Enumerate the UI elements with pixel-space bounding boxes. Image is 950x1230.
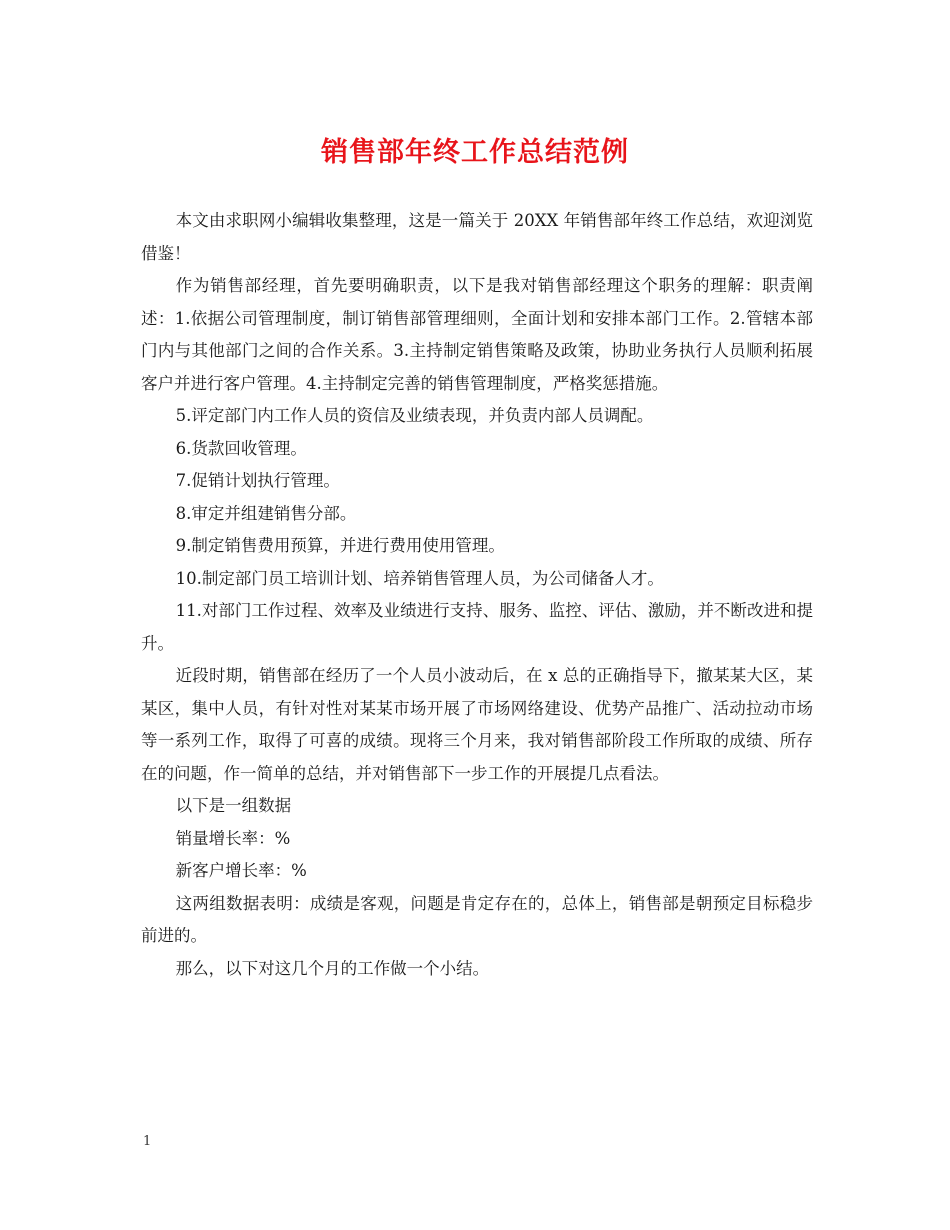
paragraph: 以下是一组数据 [175, 796, 292, 815]
paragraph: 近段时期，销售部在经历了一个人员小波动后，在 x 总的正确指导下，撤某某大区，某某区，集中人员，有针对性对某某市场开展了市场网络建设、优势产品推广、活动拉动市场等一系列工作，取得了可喜的成绩。现将三个月来，我对销售部阶段工作所取的成绩、所存在的问题，作一简单的总结，并对销售部下一步工作的开展提几点看法。 [141, 666, 813, 783]
page-number: 1 [143, 1134, 152, 1149]
paragraph: 这两组数据表明：成绩是客观，问题是肯定存在的，总体上，销售部是朝预定目标稳步前进的。 [141, 893, 813, 945]
paragraph: 销量增长率：% [175, 828, 291, 848]
paragraph: 11.对部门工作过程、效率及业绩进行支持、服务、监控、评估、激励，并不断改进和提升。 [141, 601, 813, 653]
paragraph: 9.制定销售费用预算，并进行费用使用管理。 [175, 536, 505, 555]
paragraph: 5.评定部门内工作人员的资信及业绩表现，并负责内部人员调配。 [175, 406, 654, 425]
paragraph: 本文由求职网小编辑收集整理，这是一篇关于 20XX 年销售部年终工作总结，欢迎浏览借鉴！ [141, 211, 813, 263]
paragraph: 8.审定并组建销售分部。 [175, 503, 357, 523]
paragraph: 7.促销计划执行管理。 [175, 471, 340, 490]
paragraph: 那么，以下对这几个月的工作做一个小结。 [175, 958, 490, 978]
paragraph: 新客户增长率：% [175, 861, 307, 880]
paragraph: 10.制定部门员工培训计划、培养销售管理人员，为公司储备人才。 [175, 568, 664, 588]
document-body [141, 205, 813, 985]
paragraph: 6.货款回收管理。 [175, 438, 307, 458]
document-title: 销售部年终工作总结范例 [321, 137, 629, 168]
paragraph: 作为销售部经理，首先要明确职责，以下是我对销售部经理这个职务的理解：职责阐述：1.依据公司管理制度，制订销售部管理细则，全面计划和安排本部门工作。2.管辖本部门内与其他部门之间的合作关系。3.主持制定销售策略及政策，协助业务执行人员顺利拓展客户并进行客户管理。4.主持制定完善的销售管理制度，严格奖惩措施。 [141, 276, 813, 393]
